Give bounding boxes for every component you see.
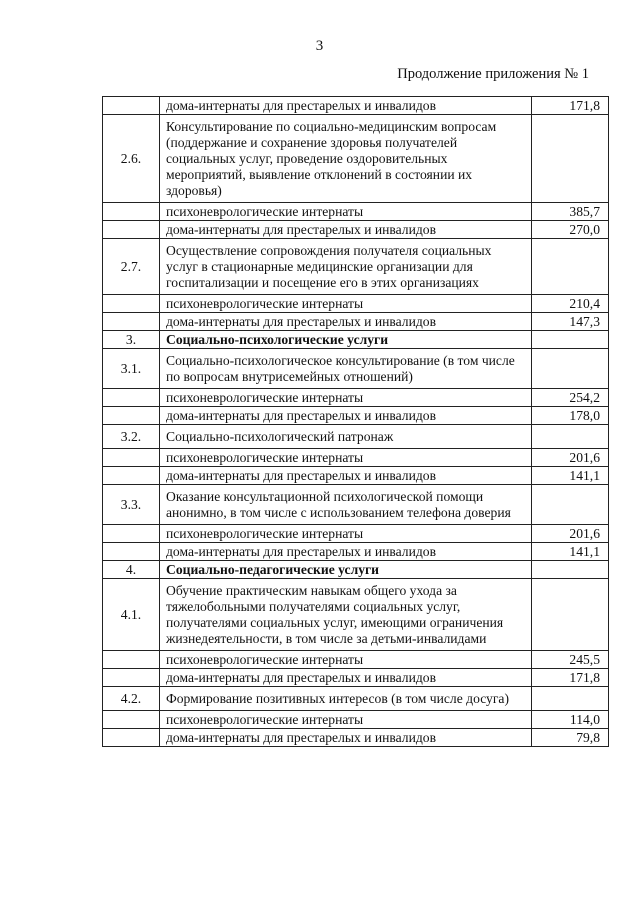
institution-type: психоневрологические интернаты xyxy=(160,711,532,729)
row-number xyxy=(103,389,160,407)
row-number xyxy=(103,525,160,543)
institution-row xyxy=(103,97,609,115)
tariff-value xyxy=(532,485,609,525)
institution-type: дома-интернаты для престарелых и инвалидов xyxy=(160,221,532,239)
service-description: Социально-психологическое консультирование (в том числе по вопросам внутрисемейных отношений) xyxy=(160,349,532,389)
institution-row xyxy=(103,407,609,425)
institution-type: психоневрологические интернаты xyxy=(160,449,532,467)
service-row xyxy=(103,579,609,651)
institution-type: психоневрологические интернаты xyxy=(160,203,532,221)
tariff-value: 178,0 xyxy=(532,407,609,425)
tariff-value: 201,6 xyxy=(532,449,609,467)
service-description: Оказание консультационной психологической помощи анонимно, в том числе с использованием телефона доверия xyxy=(160,485,532,525)
institution-row xyxy=(103,221,609,239)
institution-type: психоневрологические интернаты xyxy=(160,295,532,313)
tariff-value: 114,0 xyxy=(532,711,609,729)
institution-row xyxy=(103,543,609,561)
row-number: 2.7. xyxy=(103,239,160,295)
tariff-value xyxy=(532,115,609,203)
tariff-value: 171,8 xyxy=(532,97,609,115)
institution-row xyxy=(103,729,609,747)
tariff-value: 254,2 xyxy=(532,389,609,407)
tariff-value: 141,1 xyxy=(532,467,609,485)
tariff-value xyxy=(532,561,609,579)
page-number: 3 xyxy=(315,38,324,54)
service-row xyxy=(103,425,609,449)
tariff-value xyxy=(532,579,609,651)
row-number xyxy=(103,543,160,561)
row-number: 3. xyxy=(103,331,160,349)
section-title: Социально-психологические услуги xyxy=(160,331,532,349)
institution-row xyxy=(103,389,609,407)
tariff-value: 141,1 xyxy=(532,543,609,561)
section-row xyxy=(103,561,609,579)
service-description: Обучение практическим навыкам общего ухода за тяжелобольными получателями социальных услуг, получателями социальных услуг, имеющими ограничения жизнедеятельности, в том числе за детьми-инвалидами xyxy=(160,579,532,651)
tariff-value xyxy=(532,349,609,389)
row-number xyxy=(103,295,160,313)
tariff-value xyxy=(532,687,609,711)
institution-type: дома-интернаты для престарелых и инвалидов xyxy=(160,543,532,561)
row-number: 4.2. xyxy=(103,687,160,711)
service-row xyxy=(103,485,609,525)
row-number: 2.6. xyxy=(103,115,160,203)
institution-type: дома-интернаты для престарелых и инвалидов xyxy=(160,467,532,485)
institution-row xyxy=(103,203,609,221)
tariff-value xyxy=(532,331,609,349)
tariff-value: 171,8 xyxy=(532,669,609,687)
institution-type: психоневрологические интернаты xyxy=(160,389,532,407)
row-number: 4.1. xyxy=(103,579,160,651)
row-number: 4. xyxy=(103,561,160,579)
institution-type: психоневрологические интернаты xyxy=(160,525,532,543)
row-number xyxy=(103,729,160,747)
institution-type: психоневрологические интернаты xyxy=(160,651,532,669)
appendix-continuation-label: Продолжение приложения № 1 xyxy=(397,66,589,82)
row-number xyxy=(103,651,160,669)
institution-type: дома-интернаты для престарелых и инвалидов xyxy=(160,97,532,115)
tariff-value: 201,6 xyxy=(532,525,609,543)
row-number xyxy=(103,203,160,221)
institution-type: дома-интернаты для престарелых и инвалидов xyxy=(160,729,532,747)
tariff-value: 385,7 xyxy=(532,203,609,221)
institution-row xyxy=(103,313,609,331)
row-number: 3.2. xyxy=(103,425,160,449)
service-row xyxy=(103,239,609,295)
institution-type: дома-интернаты для престарелых и инвалидов xyxy=(160,313,532,331)
tariff-value: 147,3 xyxy=(532,313,609,331)
tariff-table-body xyxy=(103,97,609,747)
service-row xyxy=(103,349,609,389)
row-number xyxy=(103,467,160,485)
row-number xyxy=(103,313,160,331)
service-description: Формирование позитивных интересов (в том числе досуга) xyxy=(160,687,532,711)
row-number: 3.3. xyxy=(103,485,160,525)
tariff-value: 270,0 xyxy=(532,221,609,239)
service-description: Осуществление сопровождения получателя социальных услуг в стационарные медицинские организации для госпитализации и посещение его в этих организациях xyxy=(160,239,532,295)
tariff-value xyxy=(532,239,609,295)
tariff-value: 79,8 xyxy=(532,729,609,747)
tariff-table xyxy=(102,96,609,747)
section-title: Социально-педагогические услуги xyxy=(160,561,532,579)
institution-row xyxy=(103,651,609,669)
row-number xyxy=(103,97,160,115)
tariff-value xyxy=(532,425,609,449)
service-description: Социально-психологический патронаж xyxy=(160,425,532,449)
institution-type: дома-интернаты для престарелых и инвалидов xyxy=(160,669,532,687)
institution-row xyxy=(103,711,609,729)
tariff-value: 245,5 xyxy=(532,651,609,669)
institution-row xyxy=(103,295,609,313)
institution-row xyxy=(103,525,609,543)
service-row xyxy=(103,115,609,203)
row-number xyxy=(103,711,160,729)
service-row xyxy=(103,687,609,711)
row-number xyxy=(103,669,160,687)
tariff-value: 210,4 xyxy=(532,295,609,313)
service-description: Консультирование по социально-медицинским вопросам (поддержание и сохранение здоровья получателей социальных услуг, проведение оздоровительных мероприятий, выявление отклонений в состоянии их здоровья) xyxy=(160,115,532,203)
row-number: 3.1. xyxy=(103,349,160,389)
row-number xyxy=(103,221,160,239)
row-number xyxy=(103,407,160,425)
row-number xyxy=(103,449,160,467)
institution-type: дома-интернаты для престарелых и инвалидов xyxy=(160,407,532,425)
institution-row xyxy=(103,467,609,485)
institution-row xyxy=(103,449,609,467)
institution-row xyxy=(103,669,609,687)
section-row xyxy=(103,331,609,349)
